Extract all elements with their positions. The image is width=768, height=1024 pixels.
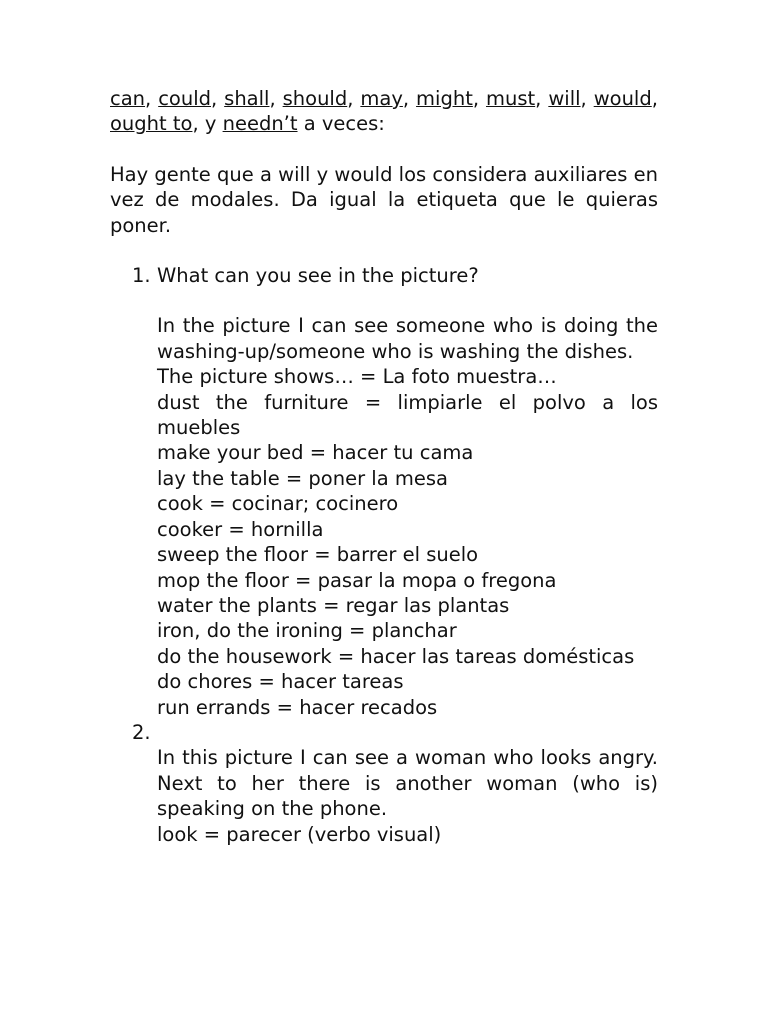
vocab-line: run errands = hacer recados [157, 695, 438, 719]
vocab-line: lay the table = poner la mesa [157, 466, 448, 490]
item-number: 1. [132, 264, 151, 288]
vocab-line: make your bed = hacer tu cama [157, 441, 474, 465]
intro-tail: a veces: [297, 112, 385, 136]
modal-link[interactable]: may [360, 87, 403, 110]
vocab-line: cook = cocinar; cocinero [157, 492, 399, 516]
document-page [110, 86, 658, 847]
vocab-line: iron, do the ironing = planchar [157, 619, 457, 643]
vocab-line: do the housework = hacer las tareas domésticas [157, 644, 635, 668]
exercise-list [110, 263, 658, 847]
vocab-line: look = parecer (verbo visual) [157, 822, 442, 846]
list-item [110, 263, 658, 720]
modal-link[interactable]: shall [224, 87, 270, 110]
question-text: What can you see in the picture? [157, 264, 479, 288]
modal-link[interactable]: will [548, 87, 581, 110]
answer-text: In this picture I can see a woman who looks angry. Next to her there is another woman (who is) speaking on the phone. [157, 746, 658, 821]
vocab-line: do chores = hacer tareas [157, 670, 404, 694]
vocab-line: water the plants = regar las plantas [157, 593, 510, 617]
modal-link[interactable]: ought to [110, 112, 193, 136]
vocab-line: dust the furniture = limpiarle el polvo a los muebles [157, 390, 658, 440]
modal-link[interactable]: must [486, 87, 536, 110]
answer-text: In the picture I can see someone who is doing the washing-up/someone who is washing the dishes. [157, 314, 658, 363]
intro-connector: , y [192, 112, 223, 136]
modal-verbs-intro: can, could, shall, should, may, might, must, will, would, ought to, y needn’t a veces: [110, 87, 658, 136]
item-number: 2. [132, 720, 151, 744]
vocab-line: cooker = hornilla [157, 517, 324, 541]
list-item [110, 720, 658, 847]
modal-link[interactable]: would [593, 87, 652, 110]
modal-link[interactable]: can [110, 87, 146, 110]
vocab-line: sweep the floor = barrer el suelo [157, 543, 479, 567]
modal-link[interactable]: might [416, 87, 473, 110]
modal-link[interactable]: needn’t [222, 112, 298, 136]
modal-link[interactable]: could [158, 87, 211, 110]
note-paragraph: Hay gente que a will y would los considera auxiliares en vez de modales. Da igual la etiqueta que le quieras poner. [110, 162, 658, 237]
vocab-line: mop the floor = pasar la mopa o fregona [157, 568, 557, 592]
modal-link[interactable]: should [282, 87, 348, 110]
vocab-line: The picture shows… = La foto muestra… [157, 365, 557, 389]
